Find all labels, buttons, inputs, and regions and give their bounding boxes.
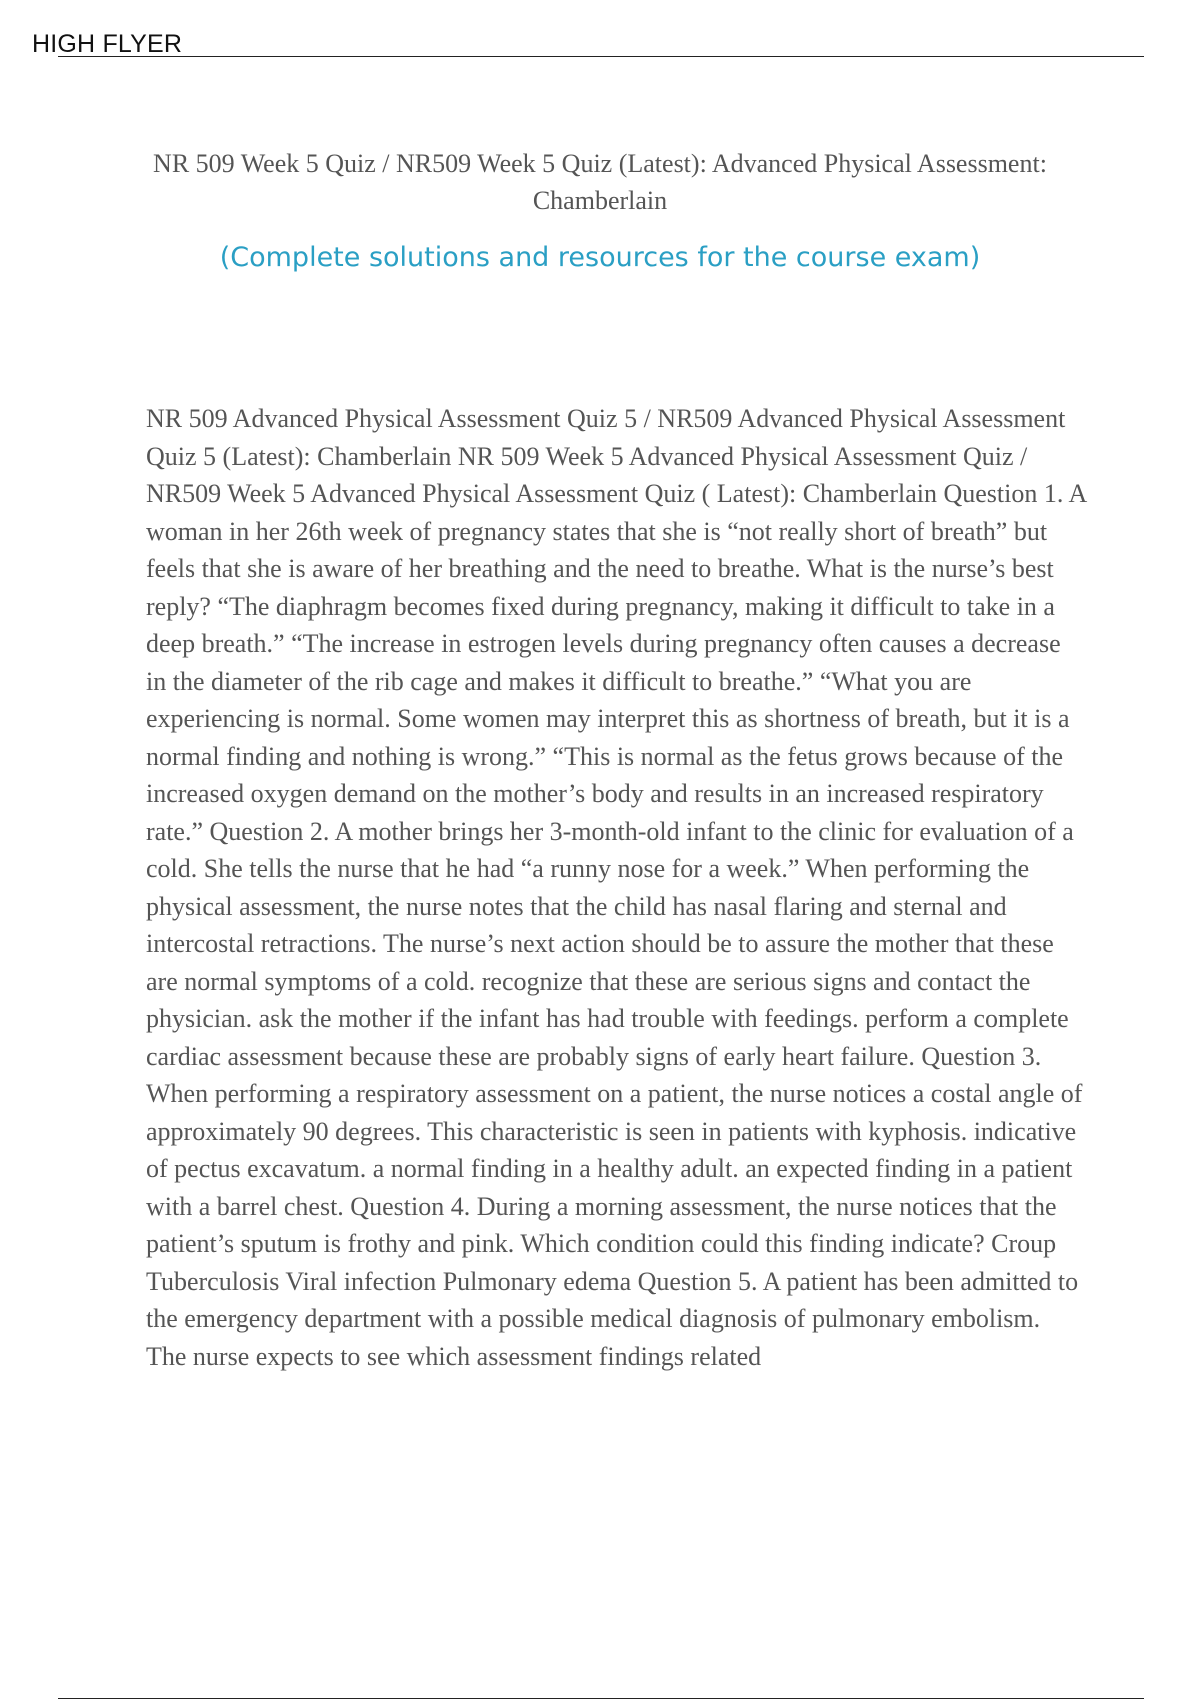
footer-divider xyxy=(58,1698,1144,1699)
document-subtitle: (Complete solutions and resources for the course exam) xyxy=(219,242,981,273)
header-divider xyxy=(58,56,1144,57)
document-body: NR 509 Advanced Physical Assessment Quiz 5 / NR509 Advanced Physical Assessment Quiz 5 (Latest): Chamberlain NR 509 Week 5 Advanced Physical Assessment Quiz / NR509 Week 5 Advanced Physical Assessment Quiz ( Latest): Chamberlain Question 1. A woman in her 26th week of pregnancy states that she is “not really short of breath” but feels that she is aware of her breathing and the need to breathe. What is the nurse’s best reply? “The diaphragm becomes fixed during pregnancy, making it difficult to take in a deep breath.” “The increase in estrogen levels during pregnancy often causes a decrease in the diameter of the rib cage and makes it difficult to breathe.” “What you are experiencing is normal. Some women may interpret this as shortness of breath, but it is a normal finding and nothing is wrong.” “This is normal as the fetus grows because of the increased oxygen demand on the mother’s body and results in an increased respiratory rate.” Question 2. A mother brings her 3-month-old infant to the clinic for evaluation of a cold. She tells the nurse that he had “a runny nose for a week.” When performing the physical assessment, the nurse notes that the child has nasal flaring and sternal and intercostal retractions. The nurse’s next action should be to assure the mother that these are normal symptoms of a cold. recognize that these are serious signs and contact the physician. ask the mother if the infant has had trouble with feedings. perform a complete cardiac assessment because these are probably signs of early heart failure. Question 3. When performing a respiratory assessment on a patient, the nurse notices a costal angle of approximately 90 degrees. This characteristic is seen in patients with kyphosis. indicative of pectus excavatum. a normal finding in a healthy adult. an expected finding in a patient with a barrel chest. Question 4. During a morning assessment, the nurse notices that the patient’s sputum is frothy and pink. Which condition could this finding indicate? Croup Tuberculosis Viral infection Pulmonary edema Question 5. A patient has been admitted to the emergency department with a possible medical diagnosis of pulmonary embolism. The nurse expects to see which assessment findings related xyxy=(146,404,1086,1371)
document-title: NR 509 Week 5 Quiz / NR509 Week 5 Quiz (Latest): Advanced Physical Assessment: Chamberlain xyxy=(153,149,1047,215)
header-brand: HIGH FLYER xyxy=(32,30,183,58)
